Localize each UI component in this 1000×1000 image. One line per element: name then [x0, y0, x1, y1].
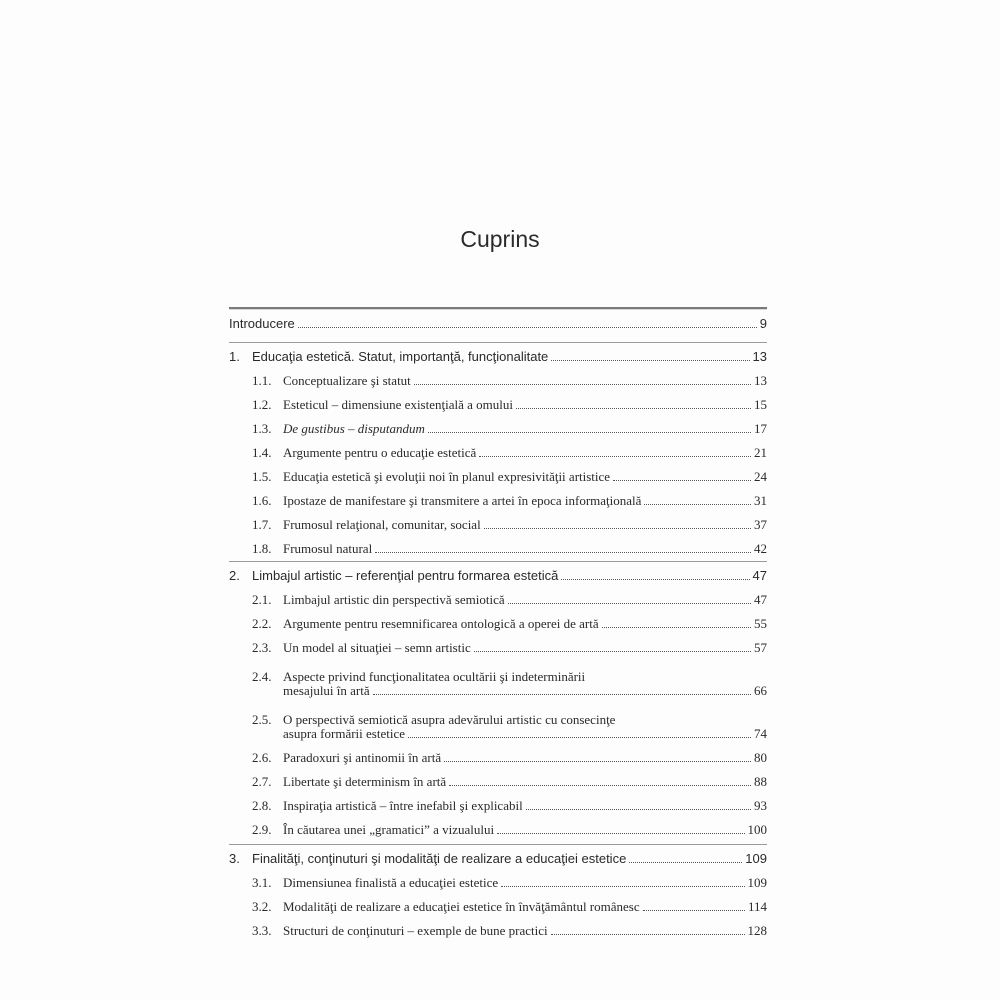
dot-leader [526, 808, 751, 810]
dot-leader [298, 326, 757, 328]
dot-leader [408, 736, 751, 738]
toc-entry-number: 1.6. [252, 493, 272, 508]
toc-entry-title: De gustibus – disputandum [283, 421, 425, 436]
toc-chapter-title: Finalităţi, conţinuturi şi modalităţi de realizare a educaţiei estetice [252, 851, 627, 866]
toc-entry-number: 2.4. [252, 669, 272, 684]
toc-page-number: 109 [747, 875, 767, 890]
toc-entry-title: Argumente pentru resemnificarea ontologică a operei de artă [283, 616, 599, 631]
toc-entry-number: 2.6. [252, 750, 272, 765]
dot-leader [551, 359, 749, 361]
toc-entry-1-3[interactable] [229, 415, 767, 439]
toc-entry-number: 3.3. [252, 923, 272, 938]
dot-leader [551, 933, 745, 935]
toc-page-number: 100 [747, 822, 767, 837]
toc-page-number: 47 [754, 592, 767, 607]
toc-entry-2-6[interactable] [229, 744, 767, 768]
toc-entry-title: Structuri de conţinuturi – exemple de bune practici [283, 923, 548, 938]
dot-leader [644, 503, 751, 505]
toc-page-number: 17 [754, 421, 767, 436]
toc-entry-1-7[interactable] [229, 511, 767, 535]
toc-page-number: 80 [754, 750, 767, 765]
dot-leader [643, 909, 745, 911]
toc-entry-number: 2.9. [252, 822, 272, 837]
toc-entry-number: 2.5. [252, 712, 272, 727]
toc-entry-1-5[interactable] [229, 463, 767, 487]
toc-entry-title: Frumosul relaţional, comunitar, social [283, 517, 481, 532]
dot-leader [613, 479, 751, 481]
toc-page-number: 66 [754, 683, 767, 698]
dot-leader [629, 861, 742, 863]
toc-entry-number: 1.4. [252, 445, 272, 460]
toc-entry-number: 1.2. [252, 397, 272, 412]
toc-page-number: 13 [754, 373, 767, 388]
toc-entry-title: Dimensiunea finalistă a educaţiei estetice [283, 875, 499, 890]
toc-entry-title: Libertate şi determinism în artă [283, 774, 447, 789]
toc-page-number: 57 [754, 640, 767, 655]
toc-page-number: 15 [754, 397, 767, 412]
toc-chapter-number: 1. [229, 349, 240, 364]
dot-leader [474, 650, 751, 652]
toc-entry-1-8[interactable] [229, 535, 767, 559]
toc-page-number: 31 [754, 493, 767, 508]
toc-entry-introducere[interactable] [229, 310, 767, 334]
toc-entry-number: 1.1. [252, 373, 272, 388]
toc-entry-title: Modalităţi de realizare a educaţiei estetice în învăţământul românesc [283, 899, 640, 914]
toc-entry-title: O perspectivă semiotică asupra adevărului artistic cu consecinţe [283, 712, 616, 727]
page-title: Cuprins [460, 226, 540, 252]
toc-entry-title: Un model al situaţiei – semn artistic [283, 640, 471, 655]
toc-entry-number: 2.7. [252, 774, 272, 789]
dot-leader [373, 693, 751, 695]
toc-page-number: 74 [754, 726, 767, 741]
dot-leader [561, 578, 749, 580]
toc-page-number: 109 [745, 851, 767, 866]
toc-chapter-number: 3. [229, 851, 240, 866]
toc-page-number: 13 [752, 349, 767, 364]
dot-leader [444, 760, 751, 762]
toc-entry-number: 2.8. [252, 798, 272, 813]
toc-entry-2-8[interactable] [229, 792, 767, 816]
toc-entry-title: Paradoxuri şi antinomii în artă [283, 750, 442, 765]
toc-entry-number: 2.3. [252, 640, 272, 655]
toc-entry-number: 2.2. [252, 616, 272, 631]
toc-entry-title: Frumosul natural [283, 541, 373, 556]
toc-page-number: 37 [754, 517, 767, 532]
dot-leader [497, 832, 744, 834]
toc-entry-title: Limbajul artistic din perspectivă semiotică [283, 592, 505, 607]
toc-page-number: 24 [754, 469, 767, 484]
dot-leader [484, 527, 751, 529]
toc-entry-1-6[interactable] [229, 487, 767, 511]
toc-page-number: 47 [752, 568, 767, 583]
toc-entry-1-1[interactable] [229, 367, 767, 391]
dot-leader [516, 407, 751, 409]
toc-entry-2-1[interactable] [229, 586, 767, 610]
toc-page-number: 9 [759, 316, 767, 331]
toc-entry-title-continued: asupra formării estetice [283, 726, 405, 741]
dot-leader [501, 885, 744, 887]
dot-leader [449, 784, 751, 786]
toc-entry-title: Aspecte privind funcţionalitatea ocultării şi indeterminării [283, 669, 586, 684]
toc-entry-title: Introducere [229, 316, 295, 331]
toc-entry-title: Educaţia estetică şi evoluţii noi în planul expresivităţii artistice [283, 469, 611, 484]
toc-entry-title: Esteticul – dimensiune existenţială a omului [283, 397, 513, 412]
toc-entry-3-3[interactable] [229, 917, 767, 941]
toc-entry-number: 1.3. [252, 421, 272, 436]
toc-entry-title: Conceptualizare şi statut [283, 373, 411, 388]
toc-entry-2-7[interactable] [229, 768, 767, 792]
toc-chapter-1[interactable] [229, 343, 767, 367]
toc-entry-3-2[interactable] [229, 893, 767, 917]
dot-leader [414, 383, 751, 385]
toc-entry-3-1[interactable] [229, 869, 767, 893]
toc-page-number: 88 [754, 774, 767, 789]
dot-leader [508, 602, 751, 604]
table-of-contents [229, 307, 767, 941]
toc-entry-title-continued: mesajului în artă [283, 683, 370, 698]
toc-entry-title: În căutarea unei „gramatici” a vizualului [283, 822, 495, 837]
toc-entry-2-9[interactable] [229, 816, 767, 840]
toc-entry-2-5[interactable] [229, 701, 767, 744]
toc-page-number: 128 [747, 923, 767, 938]
toc-entry-title: Inspiraţia artistică – între inefabil şi explicabil [283, 798, 523, 813]
toc-entry-title: Argumente pentru o educaţie estetică [283, 445, 477, 460]
toc-entry-number: 1.8. [252, 541, 272, 556]
toc-entry-1-4[interactable] [229, 439, 767, 463]
toc-chapter-number: 2. [229, 568, 240, 583]
toc-page-number: 93 [754, 798, 767, 813]
toc-chapter-title: Limbajul artistic – referenţial pentru formarea estetică [252, 568, 559, 583]
dot-leader [428, 431, 751, 433]
toc-entry-2-2[interactable] [229, 610, 767, 634]
toc-chapter-title: Educaţia estetică. Statut, importanţă, funcţionalitate [252, 349, 549, 364]
toc-chapter-2[interactable] [229, 562, 767, 586]
toc-entry-number: 1.5. [252, 469, 272, 484]
toc-entry-2-3[interactable] [229, 634, 767, 658]
toc-entry-number: 3.1. [252, 875, 272, 890]
toc-chapter-3[interactable] [229, 845, 767, 869]
toc-page-number: 21 [754, 445, 767, 460]
toc-entry-title: Ipostaze de manifestare şi transmitere a artei în epoca informaţională [283, 493, 642, 508]
toc-entry-number: 2.1. [252, 592, 272, 607]
dot-leader [479, 455, 751, 457]
dot-leader [602, 626, 751, 628]
dot-leader [375, 551, 751, 553]
toc-page-number: 55 [754, 616, 767, 631]
toc-page-number: 114 [747, 899, 767, 914]
toc-entry-2-4[interactable] [229, 658, 767, 701]
toc-entry-1-2[interactable] [229, 391, 767, 415]
toc-entry-number: 3.2. [252, 899, 272, 914]
toc-page-number: 42 [754, 541, 767, 556]
toc-entry-number: 1.7. [252, 517, 272, 532]
